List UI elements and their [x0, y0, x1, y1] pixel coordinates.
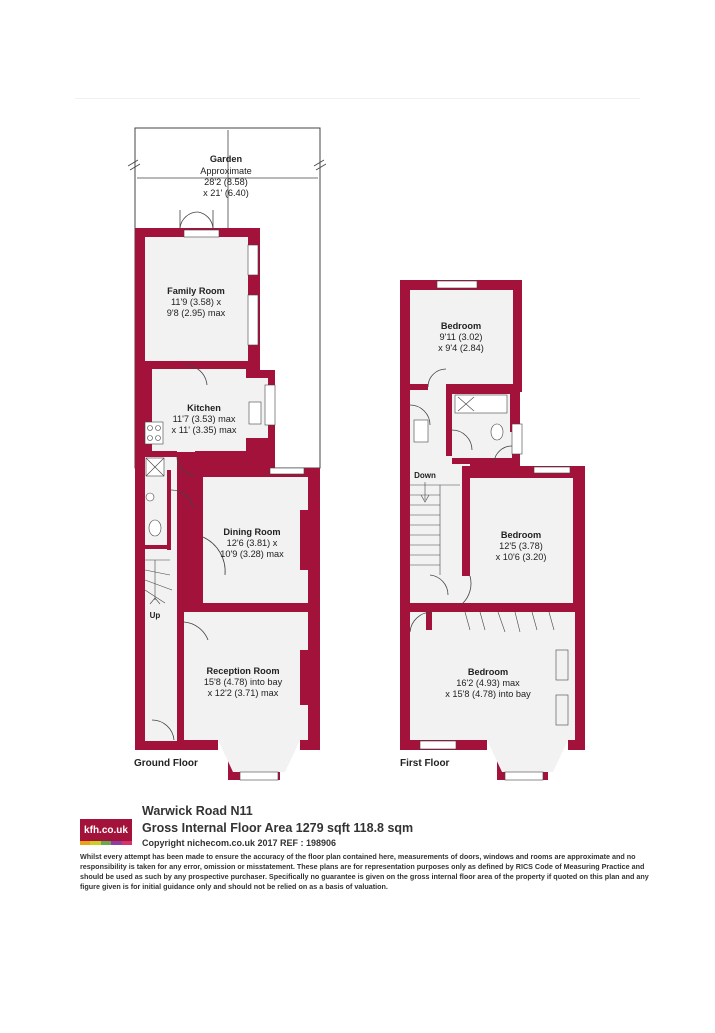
garden-line-1: Approximate: [200, 166, 252, 176]
bedroom-1-name: Bedroom: [440, 321, 482, 331]
logo-stripe-5: [122, 841, 132, 845]
bedroom-1-line-2: x 9'4 (2.84): [438, 343, 484, 353]
bedroom-2-line-2: x 10'6 (3.20): [495, 552, 547, 562]
copyright-text: Copyright nichecom.co.uk 2017 REF : 198906: [142, 838, 337, 848]
bedroom-3-name: Bedroom: [467, 667, 509, 677]
kitchen-name: Kitchen: [187, 403, 221, 413]
stairs-up-label: Up: [149, 611, 161, 620]
bedroom-2-line-1: 12'5 (3.78): [499, 541, 543, 551]
logo-stripe-4: [111, 841, 121, 845]
logo-text: kfh.co.uk: [84, 824, 128, 836]
bedroom-3-line-1: 16'2 (4.93) max: [456, 678, 520, 688]
kitchen-line-1: 11'7 (3.53) max: [172, 414, 236, 424]
first-floor: [400, 280, 585, 780]
stairs-down-label: Down: [414, 471, 436, 480]
reception-room-name: Reception Room: [206, 666, 280, 676]
gross-internal-area: Gross Internal Floor Area 1279 sqft 118.8 sqm: [142, 821, 414, 835]
logo-stripe-3: [101, 841, 111, 845]
logo-stripe-2: [90, 841, 100, 845]
property-address: Warwick Road N11: [142, 804, 253, 818]
reception-room-line-1: 15'8 (4.78) into bay: [203, 677, 283, 687]
family-room-name: Family Room: [167, 286, 225, 296]
garden-line-3: x 21' (6.40): [203, 188, 249, 198]
logo-stripe-1: [80, 841, 90, 845]
first-floor-title: First Floor: [400, 758, 450, 769]
bedroom-1-line-1: 9'11 (3.02): [439, 332, 483, 342]
bedroom-3-line-2: x 15'8 (4.78) into bay: [445, 689, 531, 699]
kitchen-line-2: x 11' (3.35) max: [171, 425, 237, 435]
dining-room-line-1: 12'6 (3.81) x: [226, 538, 278, 548]
ground-floor-title: Ground Floor: [134, 758, 198, 769]
disclaimer-text: Whilst every attempt has been made to ensure the accuracy of the floor plan contained here, measurements of doors, windows and rooms are approximate and no responsibility is taken for any error, omission or misstatement. These plans are for representation purposes only as defined by RICS Code of Measuring Practice and should be used as such by any prospective purchaser. Specifically no guarantee is given on the gross internal floor area of the property if quoted on this plan and any figure given is for initial guidance only and should not be relied on as a basis of valuation.: [80, 852, 649, 891]
logo-color-stripe: [80, 841, 132, 845]
garden-name: Garden: [209, 154, 243, 164]
kfh-logo: [80, 819, 132, 841]
first-floor-interior: [410, 290, 575, 772]
dining-room-line-2: 10'9 (3.28) max: [220, 549, 284, 559]
garden-line-2: 28'2 (8.58): [204, 177, 248, 187]
family-room-line-1: 11'9 (3.58) x: [170, 297, 222, 307]
family-room-line-2: 9'8 (2.95) max: [166, 308, 226, 318]
reception-room-line-2: x 12'2 (3.71) max: [207, 688, 279, 698]
bedroom-2-name: Bedroom: [500, 530, 542, 540]
dining-room-name: Dining Room: [223, 527, 281, 537]
